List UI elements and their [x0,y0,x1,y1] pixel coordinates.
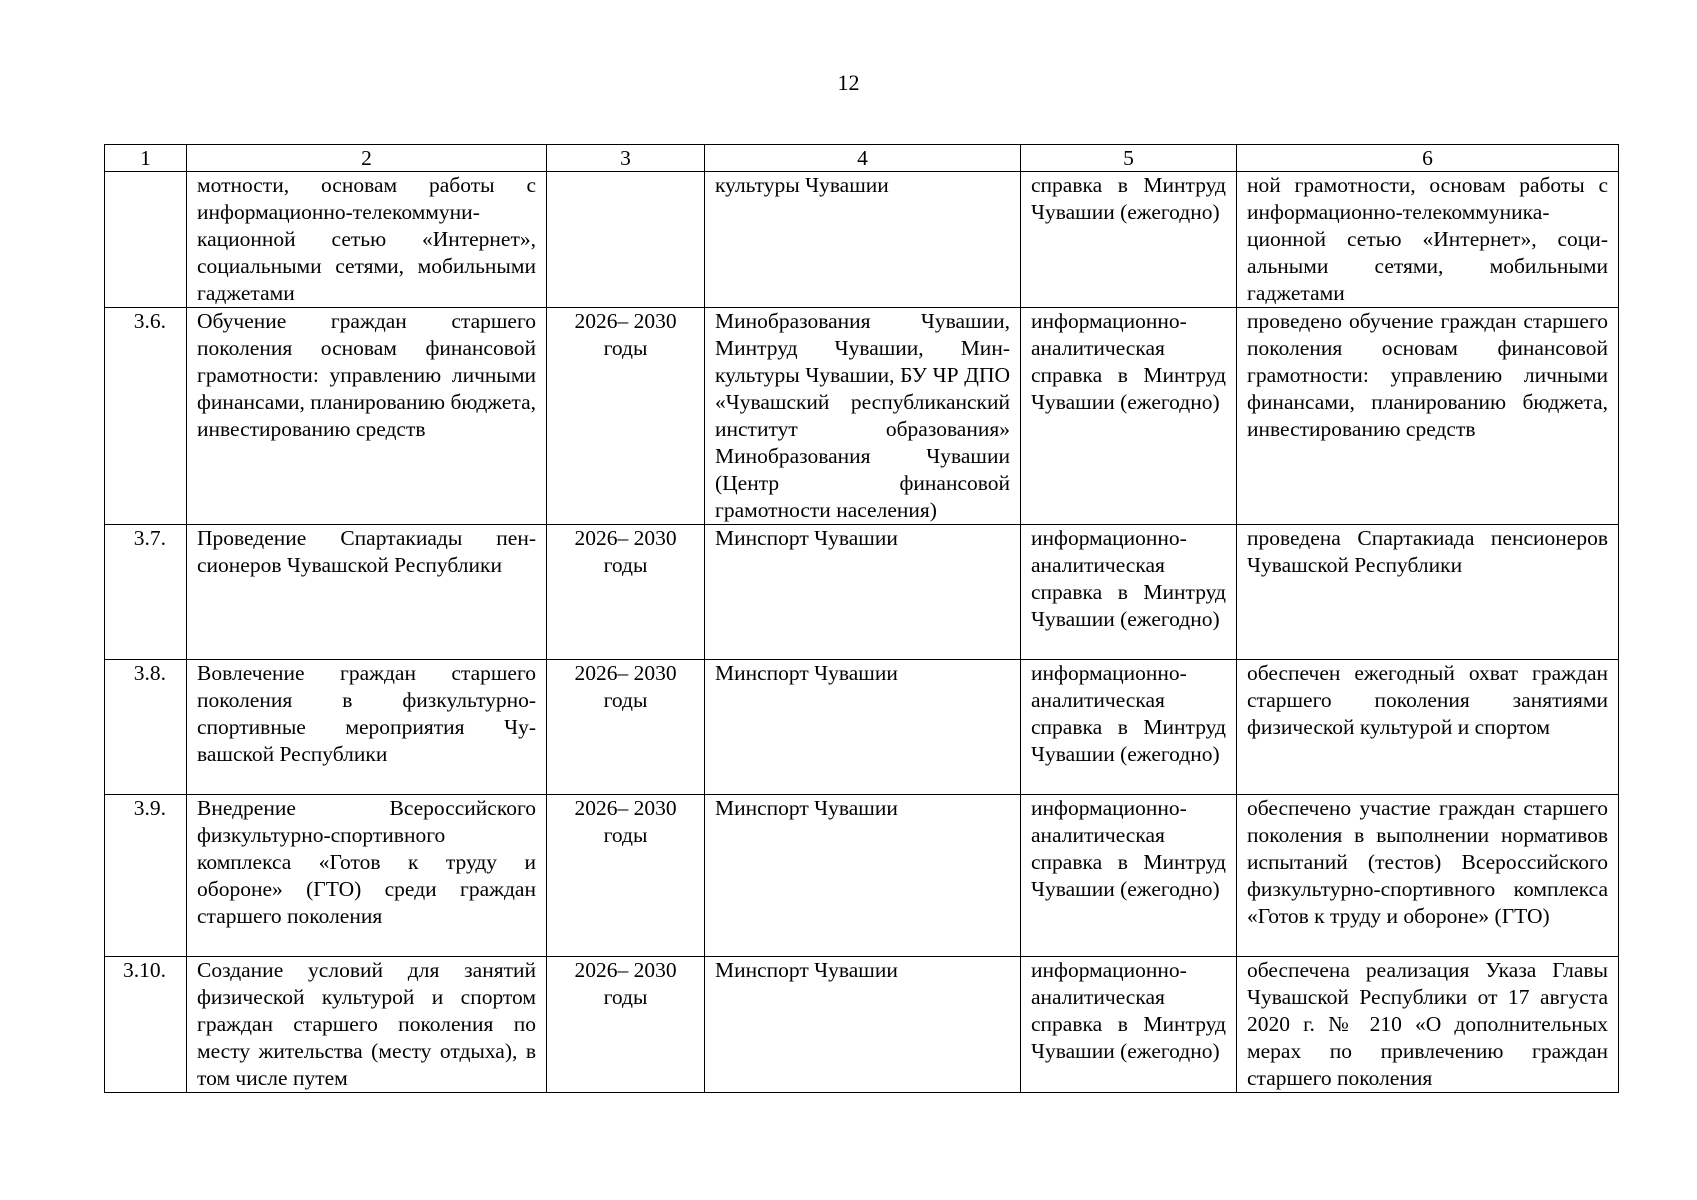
activities-table [104,144,1619,1093]
item-number: 3.7. [105,525,187,660]
column-number-row [105,145,1619,172]
item-number: 3.6. [105,308,187,525]
report-form-text: информационно-аналитическая справка в Минтруд Чувашии (ежегодно) [1021,525,1237,660]
period-text: 2026– 2030 годы [547,660,705,795]
period-text: 2026– 2030 годы [547,795,705,957]
result-text: обеспечен ежегодный охват граждан старшего поколения занятиями физической культурой и спортом [1237,660,1619,795]
column-number-cell: 2 [187,145,547,172]
executor-text: Минспорт Чувашии [705,957,1021,1093]
result-text: ной грамотности, основам работы с информационно-телекоммуникационной сетью «Интернет», социальными сетями, мобильными гаджетами [1237,172,1619,308]
table-row [105,172,1619,308]
column-number-cell: 6 [1237,145,1619,172]
report-form-text: информационно-аналитическая справка в Минтруд Чувашии (ежегодно) [1021,957,1237,1093]
result-text: проведено обучение граждан старшего поколения основам финансовой грамотности: управлению личными финансами, планированию бюджета, инвестированию средств [1237,308,1619,525]
page-number: 12 [837,70,860,95]
report-form-text: информационно-аналитическая справка в Минтруд Чувашии (ежегодно) [1021,795,1237,957]
period-text: 2026– 2030 годы [547,525,705,660]
executor-text: Минспорт Чувашии [705,525,1021,660]
activity-text: Обучение граждан старшего поколения основам финансовой грамотности: управлению личными финансами, планированию бюджета, инвестированию средств [187,308,547,525]
activity-text: Создание условий для занятий физической культурой и спортом граждан старшего поколения по месту жительства (месту отдыха), в том числе путем [187,957,547,1093]
period-text [547,172,705,308]
period-text: 2026– 2030 годы [547,308,705,525]
report-form-text: справка в Минтруд Чувашии (ежегодно) [1021,172,1237,308]
result-text: обеспечено участие граждан старшего поколения в выполнении нормативов испытаний (тестов) Всероссийского физкультурно-спортивного комплекса «Готов к труду и обороне» (ГТО) [1237,795,1619,957]
column-number-cell: 1 [105,145,187,172]
table-row [105,660,1619,795]
table-row [105,795,1619,957]
table-row [105,525,1619,660]
executor-text: Минобразования Чувашии, Минтруд Чувашии, Минкультуры Чувашии, БУ ЧР ДПО «Чувашский республиканский институт образования» Минобразования Чувашии (Центр финансовой грамотности населения) [705,308,1021,525]
result-text: проведена Спартакиада пенсионеров Чувашской Республики [1237,525,1619,660]
executor-text: Минспорт Чувашии [705,660,1021,795]
report-form-text: информационно-аналитическая справка в Минтруд Чувашии (ежегодно) [1021,308,1237,525]
period-text: 2026– 2030 годы [547,957,705,1093]
activity-text: Внедрение Всероссийского физкультурно-спортивного комплекса «Готов к труду и обороне» (ГТО) среди граждан старшего поколения [187,795,547,957]
executor-text: Минспорт Чувашии [705,795,1021,957]
table-row [105,308,1619,525]
column-number-cell: 4 [705,145,1021,172]
item-number: 3.8. [105,660,187,795]
result-text: обеспечена реализация Указа Главы Чувашской Республики от 17 августа 2020 г. № 210 «О дополнительных мерах по привлечению граждан старшего поколения [1237,957,1619,1093]
activity-text: Проведение Спартакиады пенсионеров Чувашской Республики [187,525,547,660]
activity-text: мотности, основам работы с информационно-телекоммуникационной сетью «Интернет», социальными сетями, мобильными гаджетами [187,172,547,308]
report-form-text: информационно-аналитическая справка в Минтруд Чувашии (ежегодно) [1021,660,1237,795]
item-number: 3.9. [105,795,187,957]
table-row [105,957,1619,1093]
activity-text: Вовлечение граждан старшего поколения в физкультурно-спортивные мероприятия Чувашской Республики [187,660,547,795]
column-number-cell: 3 [547,145,705,172]
executor-text: культуры Чувашии [705,172,1021,308]
column-number-cell: 5 [1021,145,1237,172]
item-number: 3.10. [105,957,187,1093]
item-number [105,172,187,308]
